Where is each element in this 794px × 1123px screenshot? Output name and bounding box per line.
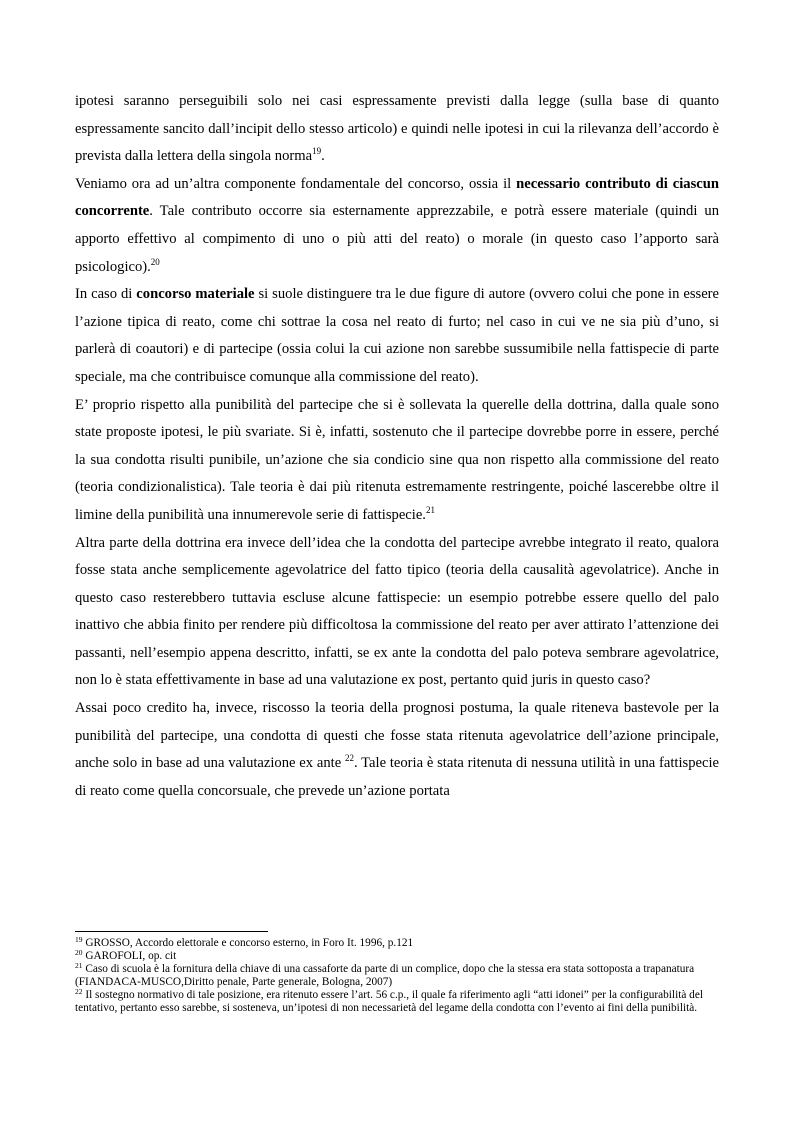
- footnote: [75, 937, 725, 950]
- footnote-separator: [75, 931, 268, 932]
- text-run: Altra parte della dottrina era invece dell’idea che la condotta del partecipe avrebbe integrato il reato, qualora fosse stata anche semplicemente agevolatrice del fatto tipico (teoria della causalità agevolatrice). Anche in questo caso resterebbero tuttavia escluse alcune fattispecie: un esempio potrebbe essere quello del palo inattivo che abbia finito per rendere più difficoltosa la commissione del reato per aver attirato l’attenzione dei passanti, nell’esempio appena descritto, infatti, se ex ante la condotta del palo poteva sembrare agevolatrice, non lo è stata effettivamente in base ad una valutazione ex post, pertanto quid juris in questo caso?: [75, 534, 719, 689]
- footnote-ref: 22: [344, 753, 354, 764]
- paragraph: [75, 530, 719, 696]
- paragraph: [75, 392, 719, 530]
- paragraph: [75, 88, 719, 171]
- bold-term: necessario contributo di ciascun concorrente: [75, 175, 719, 220]
- footnote-text: GAROFOLI, op. cit: [82, 950, 177, 963]
- footnote-ref: 21: [425, 504, 435, 515]
- text-run: Veniamo ora ad un’altra componente fondamentale del concorso, ossia il: [75, 175, 517, 192]
- text-run: si suole distinguere tra le due figure di autore (ovvero colui che pone in essere l’azione tipica di reato, come chi sottrae la cosa nel reato di furto; nel caso in cui ve ne sia più d’uno, si parlerà di coautori) e di partecipe (ossia colui la cui azione non sarebbe sussumibile nella fattispecie di parte speciale, ma che contribuisce comunque alla commissione del reato).: [75, 286, 720, 385]
- text-run: . Tale contributo occorre sia esternamente apprezzabile, e potrà essere materiale (quindi un apporto effettivo al compimento di uno o più atti del reato) o morale (in questo caso l’apporto sarà psicologico).: [75, 203, 719, 275]
- footnote-text: GROSSO, Accordo elettorale e concorso esterno, in Foro It. 1996, p.121: [82, 937, 414, 949]
- bold-term: concorso materiale: [136, 286, 255, 303]
- paragraph: [75, 695, 719, 805]
- footnotes: [75, 937, 725, 1016]
- paragraph: [75, 171, 719, 281]
- paragraph: [75, 281, 719, 391]
- text-run: In caso di: [75, 286, 137, 303]
- footnote-text: Caso di scuola è la fornitura della chiave di una cassaforte da parte di un complice, dopo che la stessa era stata sottoposta a trapanatura (FIANDACA-MUSCO,Diritto penale, Parte generale, Bologna, 2007): [75, 963, 695, 989]
- text-run: E’ proprio rispetto alla punibilità del partecipe che si è sollevata la querelle della dottrina, dalla quale sono state proposte ipotesi, le più svariate. Si è, infatti, sostenuto che il partecipe dovrebbe porre in essere, perché la sua condotta risulti punibile, un’azione che sia condicio sine qua non rispetto alla commissione del reato (teoria condizionalistica). Tale teoria è dai più ritenuta estremamente restringente, poiché lascerebbe oltre il limine della punibilità una innumerevole serie di fattispecie.: [75, 396, 719, 523]
- footnote-ref: 19: [312, 146, 322, 157]
- footnote-number: 22: [75, 987, 83, 997]
- text-run: Assai poco credito ha, invece, riscosso la teoria della prognosi postuma, la quale riteneva bastevole per la punibilità del partecipe, una condotta di questi che fosse stata ritenuta agevolatrice dell’azione principale, anche solo in base ad una valutazione ex ante: [75, 700, 719, 772]
- footnote-text: Il sostegno normativo di tale posizione, era ritenuto essere l’art. 56 c.p., il quale fa riferimento agli “atti idonei” per la configurabilità del tentativo, pertanto esso sarebbe, si sosteneva, un’ipotesi di non necessarietà del legame della condotta con l’evento ai fini della punibilità.: [75, 989, 703, 1015]
- footnote-number: 19: [75, 935, 83, 944]
- footnote-ref: 20: [150, 256, 160, 267]
- text-run: .: [321, 148, 325, 165]
- footnote: [75, 963, 725, 989]
- footnote: [75, 950, 725, 963]
- text-run: . Tale teoria è stata ritenuta di nessuna utilità in una fattispecie di reato come quella concorsuale, che prevede un’azione portata: [75, 755, 719, 799]
- footnote: [75, 989, 725, 1015]
- footnote-number: 20: [75, 948, 83, 958]
- footnote-number: 21: [75, 961, 83, 971]
- body-text: [75, 88, 719, 805]
- text-run: ipotesi saranno perseguibili solo nei casi espressamente previsti dalla legge (sulla base di quanto espressamente sancito dall’incipit dello stesso articolo) e quindi nelle ipotesi in cui la rilevanza dell’accordo è prevista dalla lettera della singola norma: [75, 93, 719, 165]
